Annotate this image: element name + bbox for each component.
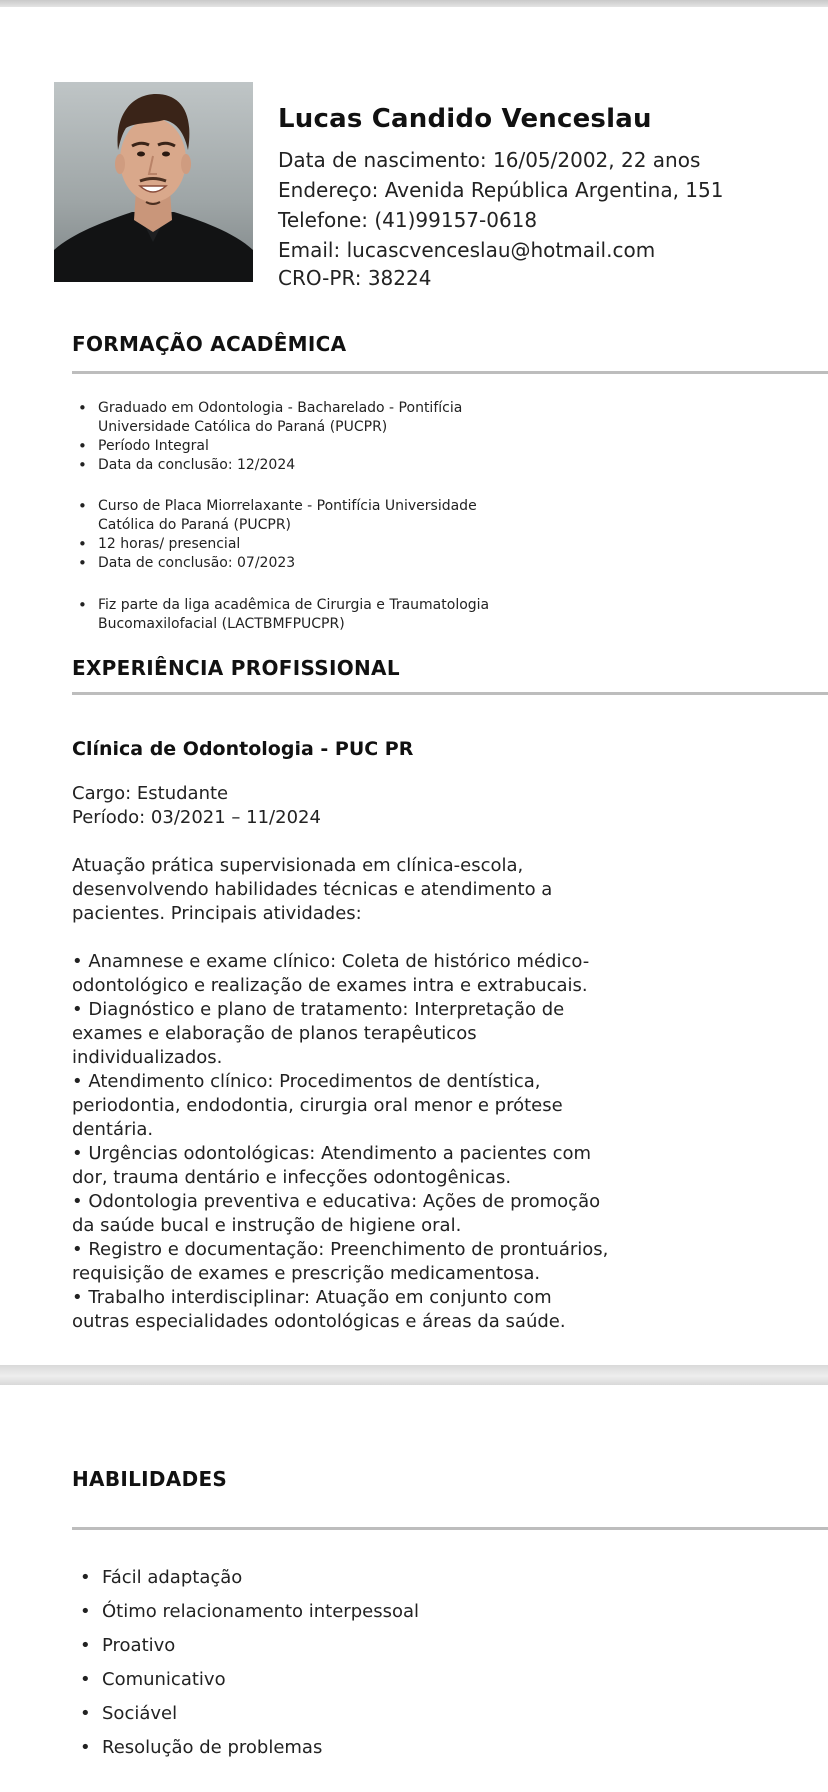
- list-item: • Atendimento clínico: Procedimentos de dentística, periodontia, endodontia, cirurgia oral menor e prótese dentária.: [72, 1071, 563, 1140]
- list-item: • Odontologia preventiva e educativa: Ações de promoção da saúde bucal e instrução de higiene oral.: [72, 1191, 601, 1236]
- list-item: • 12 horas/ presencial: [72, 535, 518, 554]
- birth-date: Data de nascimento: 16/05/2002, 22 anos: [278, 148, 701, 172]
- section-divider: [72, 371, 828, 374]
- job-summary: Atuação prática supervisionada em clínica-escola, desenvolvendo habilidades técnicas e atendimento a pacientes. Principais atividades:: [72, 855, 553, 924]
- profile-photo: [54, 82, 253, 282]
- list-item: • Proativo: [72, 1634, 419, 1668]
- skills-heading: HABILIDADES: [72, 1467, 228, 1491]
- job-role: Cargo: Estudante: [72, 783, 229, 804]
- list-item: • Curso de Placa Miorrelaxante - Pontifícia Universidade Católica do Paraná (PUCPR): [72, 497, 518, 535]
- section-divider: [72, 692, 828, 695]
- job-period: Período: 03/2021 – 11/2024: [72, 807, 321, 828]
- list-item: • Comunicativo: [72, 1668, 419, 1702]
- address: Endereço: Avenida República Argentina, 151: [278, 178, 724, 202]
- list-item: • Sociável: [72, 1702, 419, 1736]
- list-item: • Ótimo relacionamento interpessoal: [72, 1600, 419, 1634]
- list-item: • Data de conclusão: 07/2023: [72, 554, 518, 573]
- cro-registration: CRO-PR: 38224: [278, 266, 432, 290]
- phone: Telefone: (41)99157-0618: [278, 208, 538, 232]
- activities-list: [72, 950, 612, 1334]
- list-item: • Graduado em Odontologia - Bacharelado - Pontifícia Universidade Católica do Paraná (PUCPR): [72, 399, 518, 437]
- education-list-1: [72, 399, 518, 475]
- skills-list: [72, 1566, 419, 1770]
- page-top-edge: [0, 0, 828, 7]
- email: Email: lucascvenceslau@hotmail.com: [278, 238, 656, 262]
- section-divider: [72, 1527, 828, 1530]
- list-item: • Data da conclusão: 12/2024: [72, 456, 518, 475]
- list-item: • Resolução de problemas: [72, 1736, 419, 1770]
- page-break: [0, 1365, 828, 1385]
- list-item: • Fiz parte da liga acadêmica de Cirurgia e Traumatologia Bucomaxilofacial (LACTBMFPUCPR): [72, 596, 518, 634]
- list-item: • Urgências odontológicas: Atendimento a pacientes com dor, trauma dentário e infecções odontogênicas.: [72, 1143, 592, 1188]
- education-list-2: [72, 497, 518, 573]
- list-item: • Anamnese e exame clínico: Coleta de histórico médico-odontológico e realização de exames intra e extrabucais.: [72, 951, 590, 996]
- list-item: • Registro e documentação: Preenchimento de prontuários, requisição de exames e prescrição medicamentosa.: [72, 1239, 609, 1284]
- list-item: • Período Integral: [72, 437, 518, 456]
- candidate-name: Lucas Candido Venceslau: [278, 104, 652, 134]
- education-list-3: [72, 596, 518, 634]
- list-item: • Trabalho interdisciplinar: Atuação em conjunto com outras especialidades odontológicas e áreas da saúde.: [72, 1287, 566, 1332]
- list-item: • Fácil adaptação: [72, 1566, 419, 1600]
- list-item: • Diagnóstico e plano de tratamento: Interpretação de exames e elaboração de planos terapêuticos individualizados.: [72, 999, 565, 1068]
- experience-heading: EXPERIÊNCIA PROFISSIONAL: [72, 656, 400, 680]
- education-heading: FORMAÇÃO ACADÊMICA: [72, 332, 347, 356]
- job-title: Clínica de Odontologia - PUC PR: [72, 738, 414, 760]
